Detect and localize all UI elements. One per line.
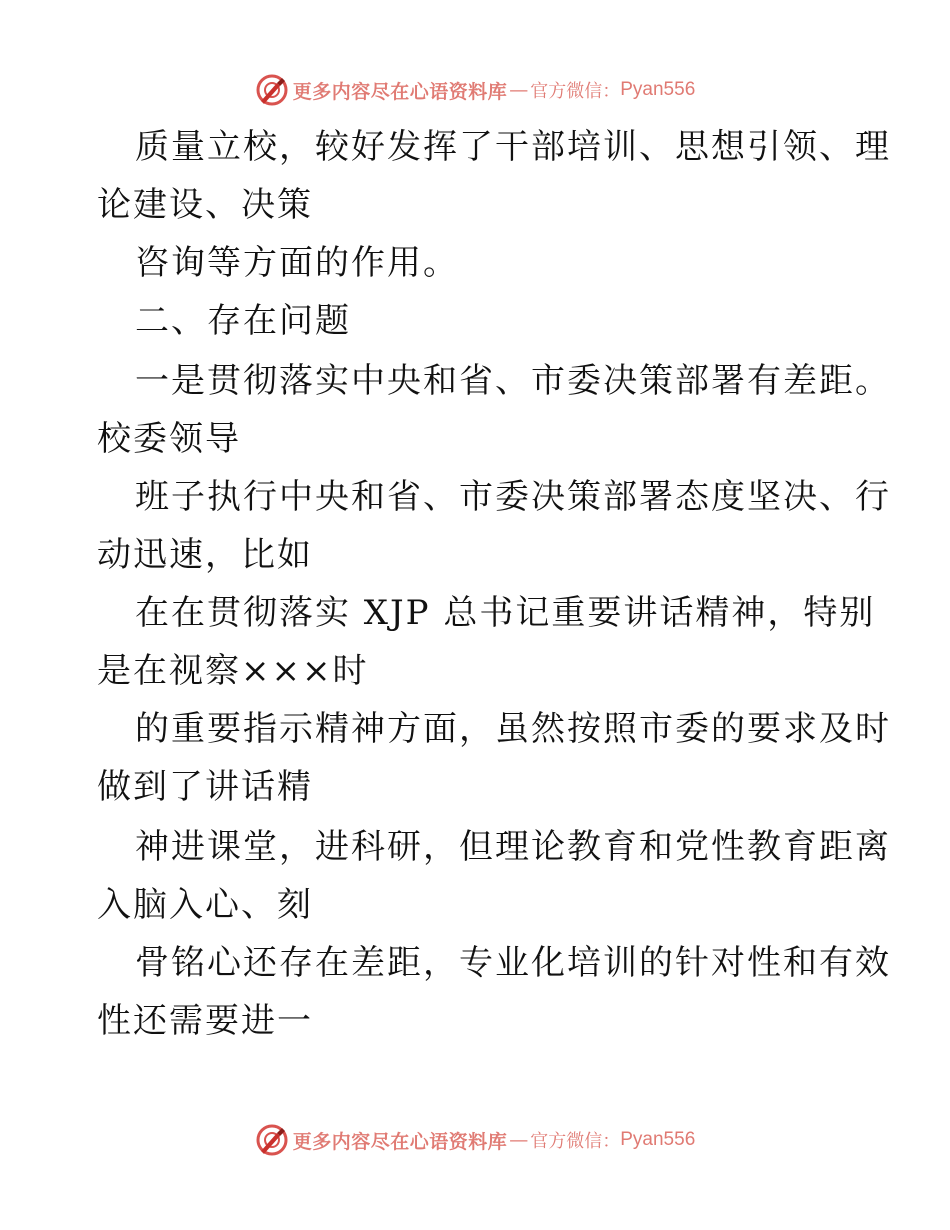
text-line: 一是贯彻落实中央和省、市委决策部署有差距。 — [135, 361, 891, 401]
text-line: 神进课堂，进科研，但理论教育和党性教育距离 — [135, 827, 891, 867]
brand-logo-icon — [255, 1123, 289, 1157]
text-line: 在在贯彻落实 XJP 总书记重要讲话精神，特别 — [135, 593, 876, 633]
header-brand-text: 更多内容尽在心语资料库 — [292, 80, 508, 103]
text-line: 校委领导 — [97, 419, 241, 459]
text-line: 做到了讲话精 — [97, 767, 313, 807]
text-line: 入脑入心、刻 — [97, 885, 313, 925]
text-line: 骨铭心还存在差距，专业化培训的针对性和有效 — [135, 943, 891, 983]
footer-wechat-id: Pyan556 — [620, 1129, 696, 1150]
text-line: 是在视察×××时 — [97, 651, 369, 691]
brand-logo-icon — [255, 73, 289, 107]
text-line: 性还需要进一 — [97, 1001, 313, 1041]
section-heading: 二、存在问题 — [135, 301, 351, 341]
text-line: 的重要指示精神方面，虽然按照市委的要求及时 — [135, 709, 891, 749]
footer-banner — [0, 1120, 950, 1160]
footer-dash: — — [509, 1129, 529, 1151]
header-wechat-label: 官方微信： — [530, 81, 621, 102]
header-banner — [0, 70, 950, 110]
text-line: 质量立校，较好发挥了干部培训、思想引领、理 — [135, 127, 891, 167]
text-line: 论建设、决策 — [97, 185, 313, 225]
header-dash: — — [509, 79, 529, 101]
text-line: 咨询等方面的作用。 — [135, 243, 459, 283]
footer-wechat-label: 官方微信： — [530, 1131, 621, 1152]
header-wechat-id: Pyan556 — [620, 79, 696, 100]
text-line: 动迅速，比如 — [97, 535, 313, 575]
footer-brand-text: 更多内容尽在心语资料库 — [292, 1130, 508, 1153]
text-line: 班子执行中央和省、市委决策部署态度坚决、行 — [135, 477, 891, 517]
